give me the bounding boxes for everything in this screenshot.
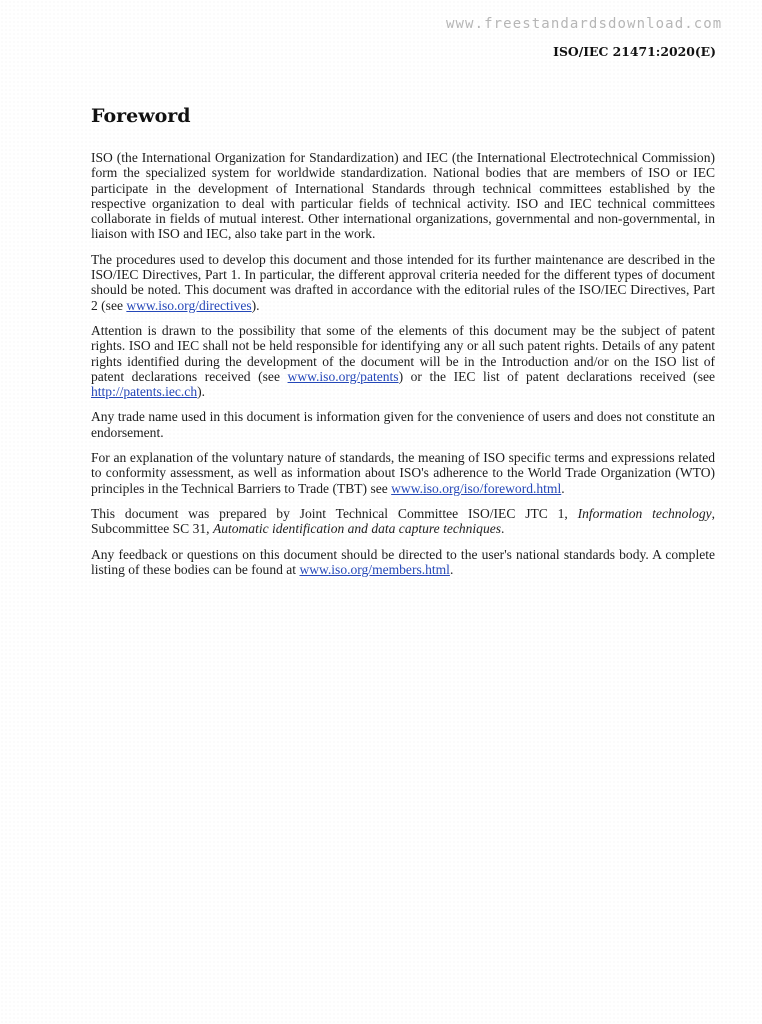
document-identifier: ISO/IEC 21471:2020(E) bbox=[553, 44, 716, 59]
paragraph-voluntary-nature bbox=[91, 450, 715, 496]
iso-patents-link[interactable]: www.iso.org/patents bbox=[287, 368, 399, 384]
paragraph-text: Attention is drawn to the possibility that some of the elements of this document may be the subject of patent rights. ISO and IEC shall not be held responsible for identifying any or all such patent rights. Details of any patent rights identified during the development of the document will be in the Introduction and/or on the ISO list of patent declarations received (see bbox=[91, 322, 715, 384]
paragraph-patents bbox=[91, 323, 715, 399]
paragraph-text: Any trade name used in this document is information given for the convenience of users and does not constitute an endorsement. bbox=[91, 409, 715, 440]
paragraph-text: Any feedback or questions on this document should be directed to the user's national standards body. A complete listing of these bodies can be found at bbox=[91, 546, 715, 577]
watermark-text: www.freestandardsdownload.com bbox=[446, 16, 723, 32]
paragraph-text: ) or the IEC list of patent declarations received (see bbox=[398, 368, 715, 384]
foreword-link[interactable]: www.iso.org/iso/foreword.html bbox=[391, 480, 562, 496]
foreword-body bbox=[91, 150, 715, 587]
directives-link[interactable]: www.iso.org/directives bbox=[126, 297, 252, 313]
paragraph-text: For an explanation of the voluntary nature of standards, the meaning of ISO specific terms and expressions related to conformity assessment, as well as information about ISO's adherence to the World Trade Organization (WTO) principles in the Technical Barriers to Trade (TBT) see bbox=[91, 450, 715, 496]
section-title: Foreword bbox=[91, 105, 191, 127]
paragraph-text: . bbox=[561, 480, 565, 496]
committee-title: Information technology bbox=[577, 505, 712, 521]
paragraph-text: The procedures used to develop this document and those intended for its further maintenance are described in the ISO/IEC Directives, Part 1. In particular, the different approval criteria needed for the different types of document should be noted. This document was drafted in accordance with the editorial rules of the ISO/IEC Directives, Part 2 (see bbox=[91, 251, 715, 313]
paragraph-trade-name bbox=[91, 409, 715, 440]
paragraph-text: ISO (the International Organization for Standardization) and IEC (the International Electrotechnical Commission) form the specialized system for worldwide standardization. National bodies that are members of ISO or IEC participate in the development of International Standards through technical committees established by the respective organization to deal with particular fields of technical activity. ISO and IEC technical committees collaborate in fields of mutual interest. Other international organizations, governmental and non-governmental, in liaison with ISO and IEC, also take part in the work. bbox=[91, 150, 715, 242]
paragraph-text: ). bbox=[251, 297, 260, 313]
paragraph-committee bbox=[91, 506, 715, 537]
paragraph-text: . bbox=[501, 521, 505, 537]
paragraph-text: , Subcommittee SC 31, bbox=[91, 505, 715, 537]
paragraph-text: This document was prepared by Joint Technical Committee ISO/IEC JTC 1, bbox=[91, 505, 578, 521]
paragraph-text: ). bbox=[197, 384, 205, 400]
members-link[interactable]: www.iso.org/members.html bbox=[299, 561, 450, 577]
paragraph-procedures bbox=[91, 252, 715, 313]
paragraph-text: . bbox=[449, 561, 454, 577]
iec-patents-link[interactable]: http://patents.iec.ch bbox=[91, 384, 198, 400]
subcommittee-title: Automatic identification and data capture techniques bbox=[212, 521, 502, 537]
paragraph-organizations bbox=[91, 150, 715, 242]
paragraph-feedback bbox=[91, 547, 715, 578]
